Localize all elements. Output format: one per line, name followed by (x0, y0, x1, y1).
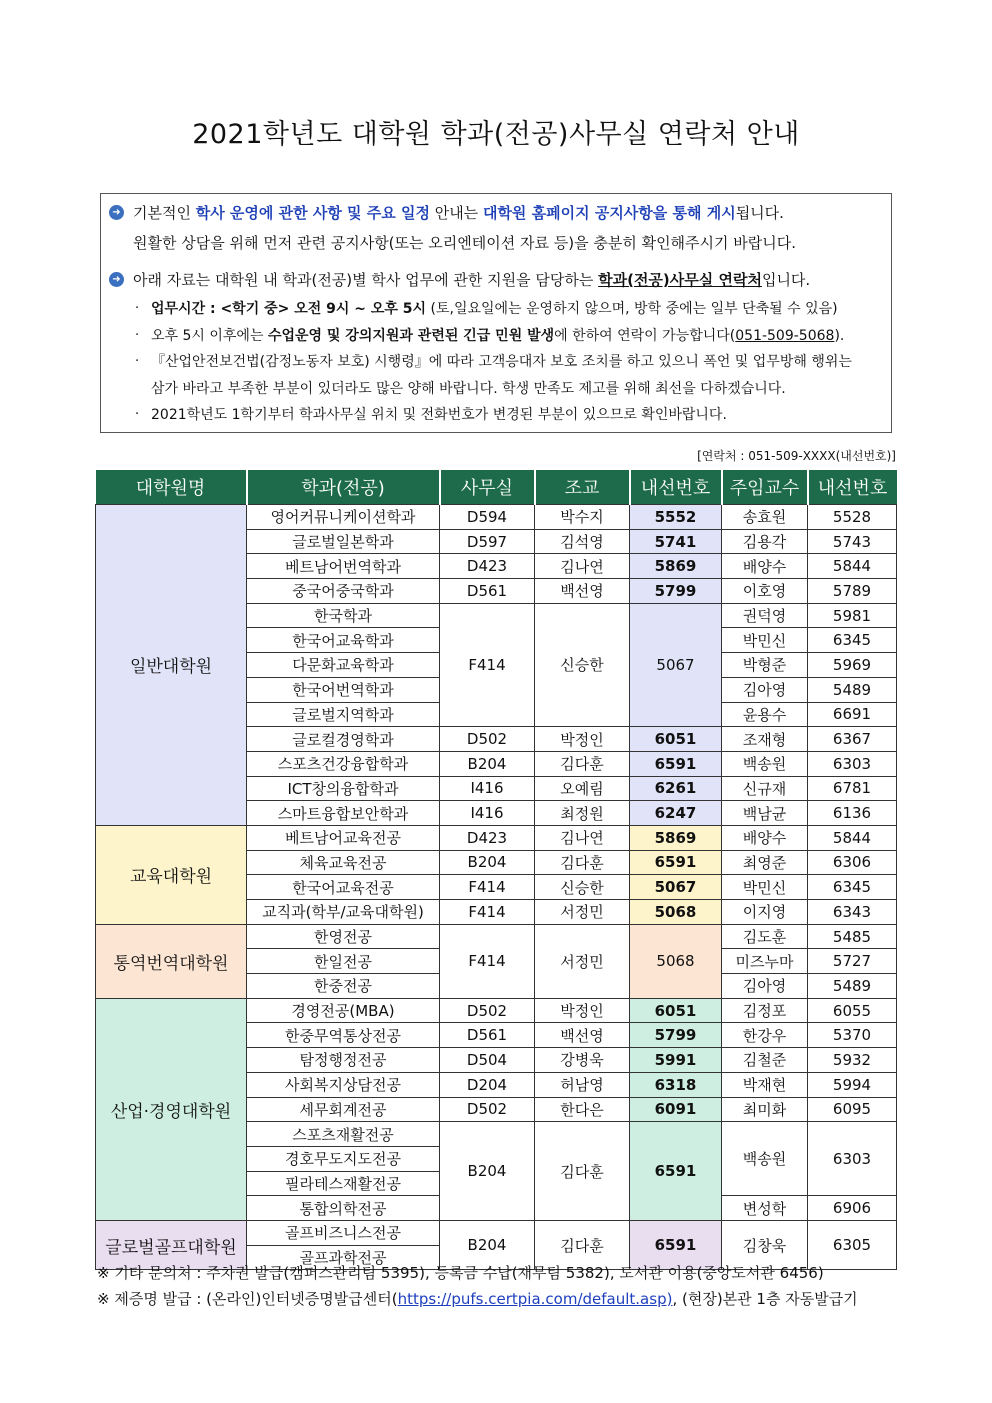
dept-name: 글로컬경영학과 (247, 727, 440, 752)
office: D597 (440, 529, 535, 554)
ta-name: 김다훈 (535, 1122, 630, 1221)
prof-name: 조재형 (722, 727, 808, 752)
dept-name: 한영전공 (247, 924, 440, 949)
prof-name: 미즈누마 (722, 949, 808, 974)
prof-name: 이호영 (722, 579, 808, 604)
ta-name: 김다훈 (535, 850, 630, 875)
dept-name: 중국어중국학과 (247, 579, 440, 604)
table-row (96, 825, 897, 850)
office: F414 (440, 875, 535, 900)
dept-name: 통합의학전공 (247, 1196, 440, 1221)
prof-ext: 6343 (808, 900, 897, 925)
bullet-dot: · (135, 328, 140, 343)
ta-name: 신승한 (535, 875, 630, 900)
prof-ext: 6305 (808, 1220, 897, 1269)
ext-number: 6091 (630, 1097, 722, 1122)
ext-number: 6591 (630, 1122, 722, 1221)
notice-line-3: 아래 자료는 대학원 내 학과(전공)별 학사 업무에 관한 지원을 담당하는 학과(전공)사무실 연락처입니다. (133, 271, 811, 289)
dept-name: 한국어교육전공 (247, 875, 440, 900)
ext-number: 6051 (630, 727, 722, 752)
ext-number: 5068 (630, 924, 722, 998)
prof-ext: 6345 (808, 875, 897, 900)
notice-change: 2021학년도 1학기부터 학과사무실 위치 및 전화번호가 변경된 부분이 있으므로 확인바랍니다. (151, 407, 727, 423)
office: I416 (440, 801, 535, 826)
contact-note: [연락처 : 051-509-XXXX(내선번호)] (697, 449, 896, 463)
ta-name: 김나연 (535, 554, 630, 579)
prof-name: 변성학 (722, 1196, 808, 1221)
prof-name: 박민신 (722, 875, 808, 900)
table-header-row (96, 470, 897, 505)
ext-number: 5067 (630, 603, 722, 726)
prof-name: 김철준 (722, 1048, 808, 1073)
bullet-dot: · (135, 407, 140, 422)
col-header-prof: 주임교수 (722, 470, 808, 505)
ta-name: 서정민 (535, 900, 630, 925)
ext-number: 5799 (630, 579, 722, 604)
prof-ext: 6345 (808, 628, 897, 653)
office: D561 (440, 579, 535, 604)
dept-name: 한국어교육학과 (247, 628, 440, 653)
prof-name: 백송원 (722, 1122, 808, 1196)
prof-name: 배양수 (722, 825, 808, 850)
ta-name: 김다훈 (535, 751, 630, 776)
prof-ext: 5844 (808, 554, 897, 579)
prof-ext: 5528 (808, 505, 897, 530)
bullet-dot: · (135, 301, 140, 316)
office: F414 (440, 900, 535, 925)
certpia-link[interactable]: https://pufs.certpia.com/default.asp) (397, 1290, 673, 1308)
dept-name: 골프비즈니스전공 (247, 1220, 440, 1245)
ta-name: 박수지 (535, 505, 630, 530)
prof-ext: 5969 (808, 653, 897, 678)
prof-ext: 5789 (808, 579, 897, 604)
prof-ext: 6055 (808, 998, 897, 1023)
school-name: 산업·경영대학원 (96, 998, 247, 1220)
dept-name: 한국학과 (247, 603, 440, 628)
bullet-dot: · (135, 354, 140, 369)
dept-name: 교직과(학부/교육대학원) (247, 900, 440, 925)
contact-table (95, 470, 897, 1270)
footer-certificates: ※ 제증명 발급 : (온라인)인터넷증명발급센터(https://pufs.certpia.com/default.asp), (현장)본관 1층 자동발급기 (97, 1290, 858, 1308)
dept-name: 한국어번역학과 (247, 677, 440, 702)
dept-name: 한일전공 (247, 949, 440, 974)
ta-name: 백선영 (535, 579, 630, 604)
page-title: 2021학년도 대학원 학과(전공)사무실 연락처 안내 (192, 119, 800, 150)
ext-number: 5799 (630, 1023, 722, 1048)
dept-name: 다문화교육학과 (247, 653, 440, 678)
dept-name: 베트남어번역학과 (247, 554, 440, 579)
prof-ext: 6691 (808, 702, 897, 727)
office: B204 (440, 1220, 535, 1269)
prof-ext: 6303 (808, 751, 897, 776)
col-header-school: 대학원명 (96, 470, 247, 505)
prof-name: 김정포 (722, 998, 808, 1023)
dept-name: 탐정행정전공 (247, 1048, 440, 1073)
prof-name: 김용각 (722, 529, 808, 554)
prof-ext: 6306 (808, 850, 897, 875)
ta-name: 허남영 (535, 1072, 630, 1097)
prof-ext: 5994 (808, 1072, 897, 1097)
ta-name: 김석영 (535, 529, 630, 554)
office: D561 (440, 1023, 535, 1048)
office: B204 (440, 751, 535, 776)
dept-name: ICT창의융합학과 (247, 776, 440, 801)
col-header-prof-ext: 내선번호 (808, 470, 897, 505)
office: B204 (440, 1122, 535, 1221)
ext-number: 5869 (630, 554, 722, 579)
prof-ext: 5489 (808, 974, 897, 999)
prof-ext: 5932 (808, 1048, 897, 1073)
dept-name: 경호무도지도전공 (247, 1146, 440, 1171)
dept-name: 골프과학전공 (247, 1245, 440, 1270)
dept-name: 한중무역통상전공 (247, 1023, 440, 1048)
col-header-office: 사무실 (440, 470, 535, 505)
ext-number: 5552 (630, 505, 722, 530)
dept-name: 글로벌지역학과 (247, 702, 440, 727)
notice-law: 『산업안전보건법(감정노동자 보호) 시행령』에 따라 고객응대자 보호 조치를 하고 있으니 폭언 및 업무방해 행위는 (151, 354, 852, 370)
arrow-circle-icon: ➜ (109, 272, 124, 287)
prof-name: 이지영 (722, 900, 808, 925)
prof-name: 최미화 (722, 1097, 808, 1122)
ext-number: 5067 (630, 875, 722, 900)
ext-number: 6247 (630, 801, 722, 826)
dept-name: 경영전공(MBA) (247, 998, 440, 1023)
prof-name: 박민신 (722, 628, 808, 653)
office: D594 (440, 505, 535, 530)
ext-number: 6591 (630, 751, 722, 776)
ta-name: 서정민 (535, 924, 630, 998)
prof-name: 송효원 (722, 505, 808, 530)
prof-ext: 5489 (808, 677, 897, 702)
school-name: 글로벌골프대학원 (96, 1220, 247, 1269)
ta-name: 백선영 (535, 1023, 630, 1048)
school-name: 교육대학원 (96, 825, 247, 924)
dept-name: 스포츠건강융합학과 (247, 751, 440, 776)
dept-name: 체육교육전공 (247, 850, 440, 875)
ta-name: 김나연 (535, 825, 630, 850)
notice-line-2: 원활한 상담을 위해 먼저 관련 공지사항(또는 오리엔테이션 자료 등)을 충분히 확인해주시기 바랍니다. (133, 234, 797, 252)
school-name: 통역번역대학원 (96, 924, 247, 998)
office: D423 (440, 554, 535, 579)
office: F414 (440, 603, 535, 726)
ta-name: 김다훈 (535, 1220, 630, 1269)
arrow-circle-icon: ➜ (109, 205, 124, 220)
prof-name: 최영준 (722, 850, 808, 875)
prof-ext: 5743 (808, 529, 897, 554)
prof-name: 백남균 (722, 801, 808, 826)
prof-name: 백송원 (722, 751, 808, 776)
ext-number: 6591 (630, 850, 722, 875)
col-header-ext: 내선번호 (630, 470, 722, 505)
prof-name: 배양수 (722, 554, 808, 579)
ext-number: 5068 (630, 900, 722, 925)
prof-name: 김창욱 (722, 1220, 808, 1269)
ext-number: 5991 (630, 1048, 722, 1073)
office: D502 (440, 1097, 535, 1122)
prof-name: 김도훈 (722, 924, 808, 949)
dept-name: 영어커뮤니케이션학과 (247, 505, 440, 530)
dept-name: 글로벌일본학과 (247, 529, 440, 554)
office: D502 (440, 727, 535, 752)
table-row (96, 505, 897, 530)
office: D504 (440, 1048, 535, 1073)
office: B204 (440, 850, 535, 875)
office: D502 (440, 998, 535, 1023)
prof-name: 신규재 (722, 776, 808, 801)
ta-name: 최정원 (535, 801, 630, 826)
dept-name: 스마트융합보안학과 (247, 801, 440, 826)
ta-name: 한다은 (535, 1097, 630, 1122)
notice-law-2: 삼가 바라고 부족한 부분이 있더라도 많은 양해 바랍니다. 학생 만족도 제고를 위해 최선을 다하겠습니다. (151, 381, 786, 397)
ta-name: 강병욱 (535, 1048, 630, 1073)
ext-number: 6261 (630, 776, 722, 801)
prof-ext: 5981 (808, 603, 897, 628)
prof-ext: 6367 (808, 727, 897, 752)
notice-hours: 업무시간 : <학기 중> 오전 9시 ~ 오후 5시 (토,일요일에는 운영하지 않으며, 방학 중에는 일부 단축될 수 있음) (151, 301, 838, 317)
prof-ext: 6906 (808, 1196, 897, 1221)
table-row (96, 1220, 897, 1245)
prof-ext: 6136 (808, 801, 897, 826)
dept-name: 베트남어교육전공 (247, 825, 440, 850)
col-header-ta: 조교 (535, 470, 630, 505)
prof-name: 박형준 (722, 653, 808, 678)
school-name: 일반대학원 (96, 505, 247, 826)
dept-name: 사회복지상담전공 (247, 1072, 440, 1097)
notice-line-1: 기본적인 학사 운영에 관한 사항 및 주요 일정 안내는 대학원 홈페이지 공지사항을 통해 게시됩니다. (133, 204, 784, 222)
ext-number: 6051 (630, 998, 722, 1023)
ext-number: 6318 (630, 1072, 722, 1097)
prof-ext: 6095 (808, 1097, 897, 1122)
table-row (96, 924, 897, 949)
prof-ext: 5370 (808, 1023, 897, 1048)
prof-name: 한강우 (722, 1023, 808, 1048)
prof-name: 권덕영 (722, 603, 808, 628)
prof-ext: 6781 (808, 776, 897, 801)
ext-number: 5869 (630, 825, 722, 850)
office: D204 (440, 1072, 535, 1097)
prof-ext: 5844 (808, 825, 897, 850)
dept-name: 스포츠재활전공 (247, 1122, 440, 1147)
col-header-dept: 학과(전공) (247, 470, 440, 505)
dept-name: 세무회계전공 (247, 1097, 440, 1122)
prof-name: 윤용수 (722, 702, 808, 727)
office: I416 (440, 776, 535, 801)
notice-box (100, 193, 892, 433)
dept-name: 필라테스재활전공 (247, 1171, 440, 1196)
prof-ext: 6303 (808, 1122, 897, 1196)
ext-number: 5741 (630, 529, 722, 554)
office: D423 (440, 825, 535, 850)
ta-name: 오예림 (535, 776, 630, 801)
ta-name: 신승한 (535, 603, 630, 726)
footer-inquiries: ※ 기타 문의처 : 주차권 발급(캠퍼스관리팀 5395), 등록금 수납(재무팀 5382), 도서관 이용(중앙도서관 6456) (97, 1264, 824, 1282)
office: F414 (440, 924, 535, 998)
prof-name: 김아영 (722, 974, 808, 999)
prof-name: 박재현 (722, 1072, 808, 1097)
ta-name: 박정인 (535, 727, 630, 752)
dept-name: 한중전공 (247, 974, 440, 999)
prof-ext: 5485 (808, 924, 897, 949)
ta-name: 박정인 (535, 998, 630, 1023)
prof-name: 김아영 (722, 677, 808, 702)
prof-ext: 5727 (808, 949, 897, 974)
table-row (96, 998, 897, 1023)
ext-number: 6591 (630, 1220, 722, 1269)
notice-after-hours: 오후 5시 이후에는 수업운영 및 강의지원과 관련된 긴급 민원 발생에 한하여 연락이 가능합니다(051-509-5068). (151, 328, 845, 344)
